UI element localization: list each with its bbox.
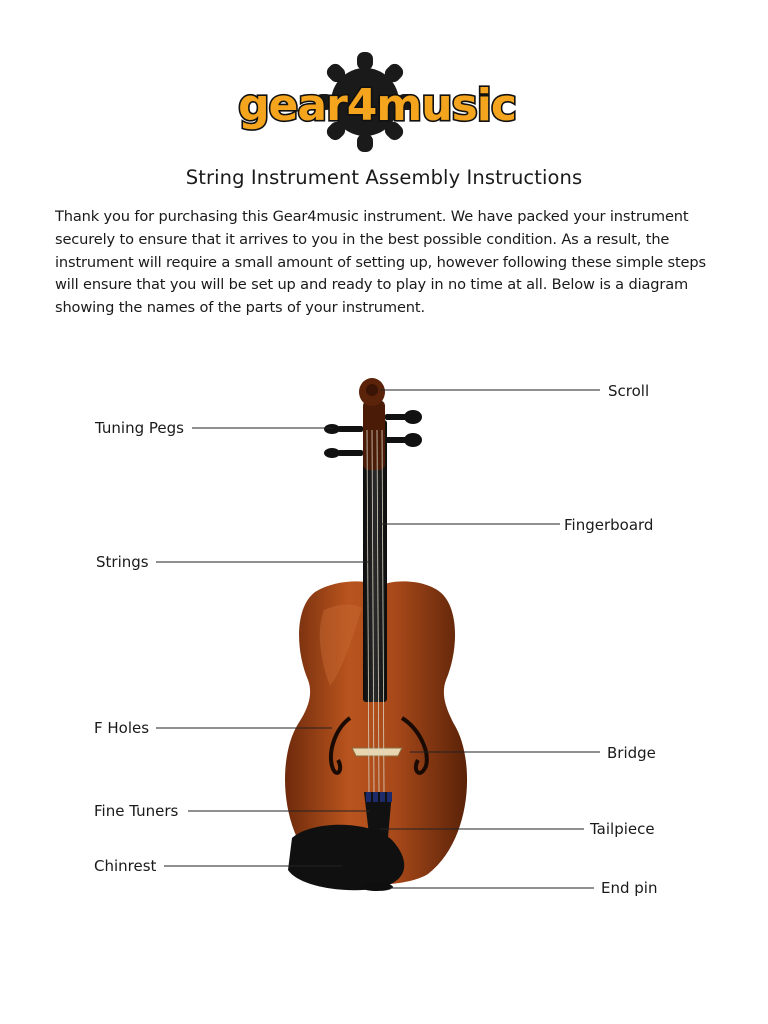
gear-logo-icon	[235, 50, 520, 154]
label-tailpiece: Tailpiece	[590, 820, 655, 838]
intro-paragraph: Thank you for purchasing this Gear4music instrument. We have packed your instrument securely to ensure that it arrives to you in the best possible condition. As a result, the instrument will require a small amount of setting up, however following these simple steps will ensure that you will be set up and ready to play in no time at all. Below is a diagram showing the names of the parts of your instrument.	[55, 208, 706, 317]
label-scroll: Scroll	[608, 382, 650, 400]
label-bridge: Bridge	[607, 744, 656, 762]
end-pin	[361, 883, 393, 891]
gear4music-logo	[235, 50, 520, 154]
label-f-holes: F Holes	[94, 719, 150, 737]
label-tuning-pegs: Tuning Pegs	[95, 419, 184, 437]
logo-wordmark: gear4music	[238, 80, 516, 131]
label-chinrest: Chinrest	[94, 857, 157, 875]
label-strings: Strings	[96, 553, 149, 571]
label-fingerboard: Fingerboard	[564, 516, 654, 534]
violin-diagram	[80, 340, 688, 940]
page-title: String Instrument Assembly Instructions	[185, 166, 583, 189]
label-end-pin: End pin	[601, 879, 658, 897]
bridge	[352, 748, 402, 756]
label-fine-tuners: Fine Tuners	[94, 802, 179, 820]
